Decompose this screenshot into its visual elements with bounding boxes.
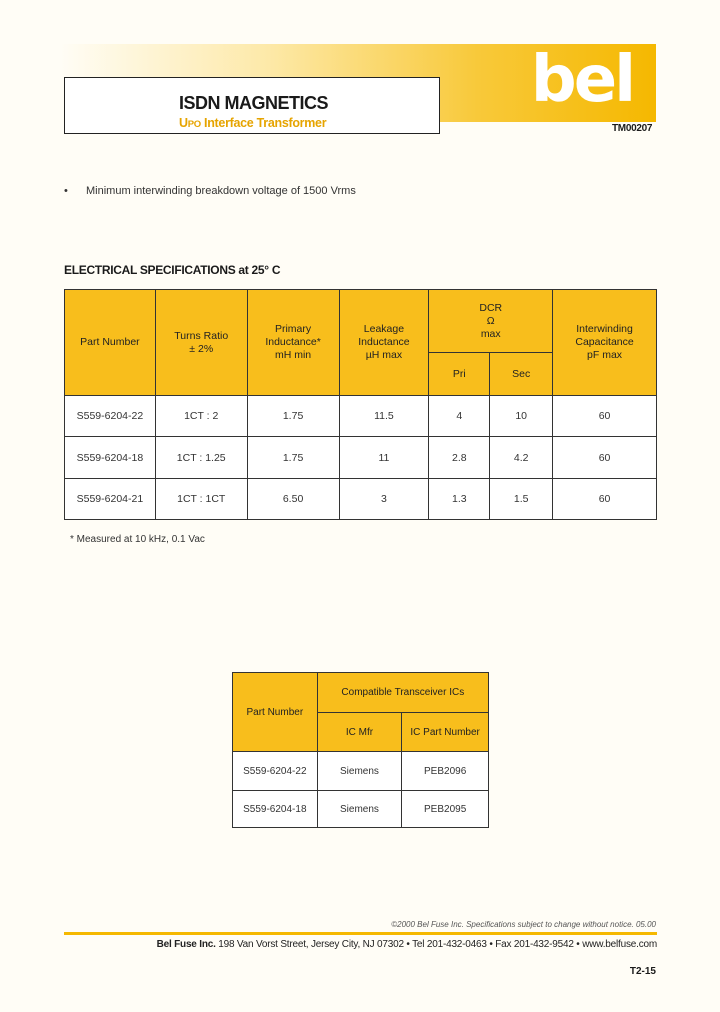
header-ic-mfr: IC Mfr xyxy=(317,713,402,752)
cell-primary: 6.50 xyxy=(247,479,339,520)
cell-primary: 1.75 xyxy=(247,396,339,437)
cell-leakage: 3 xyxy=(339,479,429,520)
document-number: TM00207 xyxy=(612,123,653,134)
cell-turns: 1CT : 1.25 xyxy=(155,437,247,479)
electrical-spec-heading: ELECTRICAL SPECIFICATIONS at 25° C xyxy=(64,263,281,277)
cell-part: S559-6204-22 xyxy=(65,396,156,437)
page-subtitle: UPO Interface Transformer xyxy=(179,116,327,130)
cell-leakage: 11.5 xyxy=(339,396,429,437)
table-row xyxy=(233,791,489,828)
cell-cap: 60 xyxy=(553,437,657,479)
copyright-notice: ©2000 Bel Fuse Inc. Specifications subject to change without notice. 05.00 xyxy=(391,920,656,929)
cell-turns: 1CT : 2 xyxy=(155,396,247,437)
header-part-number: Part Number xyxy=(233,673,318,752)
cell-part: S559-6204-21 xyxy=(65,479,156,520)
cell-ic: PEB2095 xyxy=(402,791,489,828)
bullet-icon: • xyxy=(64,185,68,197)
electrical-spec-table xyxy=(64,289,657,520)
header-dcr-sec: Sec xyxy=(490,353,553,396)
table-row xyxy=(233,752,489,791)
cell-cap: 60 xyxy=(553,396,657,437)
cell-part: S559-6204-18 xyxy=(233,791,318,828)
page-number: T2-15 xyxy=(629,966,656,977)
bel-logo: bel xyxy=(530,43,634,117)
cell-sec: 10 xyxy=(490,396,553,437)
header-ic-part: IC Part Number xyxy=(402,713,489,752)
feature-bullet: • Minimum interwinding breakdown voltage of 1500 Vrms xyxy=(64,185,356,197)
cell-mfr: Siemens xyxy=(317,791,402,828)
header-part-number: Part Number xyxy=(65,290,156,396)
header-leakage-inductance: Leakage Inductance µH max xyxy=(339,290,429,396)
cell-pri: 2.8 xyxy=(429,437,490,479)
header-dcr-pri: Pri xyxy=(429,353,490,396)
header-capacitance: Interwinding Capacitance pF max xyxy=(553,290,657,396)
cell-part: S559-6204-18 xyxy=(65,437,156,479)
cell-mfr: Siemens xyxy=(317,752,402,791)
header-compatible-ics: Compatible Transceiver ICs xyxy=(317,673,488,713)
footer-address: Bel Fuse Inc. 198 Van Vorst Street, Jersey City, NJ 07302 • Tel 201-432-0463 • Fax 201-432-9542 • www.belfuse.com xyxy=(156,939,657,950)
table-row xyxy=(65,437,657,479)
table-row xyxy=(65,396,657,437)
cell-sec: 1.5 xyxy=(490,479,553,520)
cell-leakage: 11 xyxy=(339,437,429,479)
title-box xyxy=(64,77,440,134)
cell-cap: 60 xyxy=(553,479,657,520)
cell-pri: 4 xyxy=(429,396,490,437)
header-dcr: DCR Ω max xyxy=(429,290,553,353)
cell-pri: 1.3 xyxy=(429,479,490,520)
header-turns-ratio: Turns Ratio ± 2% xyxy=(155,290,247,396)
page-title: ISDN MAGNETICS xyxy=(179,93,329,113)
cell-sec: 4.2 xyxy=(490,437,553,479)
cell-turns: 1CT : 1CT xyxy=(155,479,247,520)
header-primary-inductance: Primary Inductance* mH min xyxy=(247,290,339,396)
compatible-ic-table xyxy=(232,672,489,828)
cell-ic: PEB2096 xyxy=(402,752,489,791)
footnote: * Measured at 10 kHz, 0.1 Vac xyxy=(70,534,205,545)
table-row xyxy=(65,479,657,520)
cell-primary: 1.75 xyxy=(247,437,339,479)
cell-part: S559-6204-22 xyxy=(233,752,318,791)
footer-divider xyxy=(64,932,657,935)
